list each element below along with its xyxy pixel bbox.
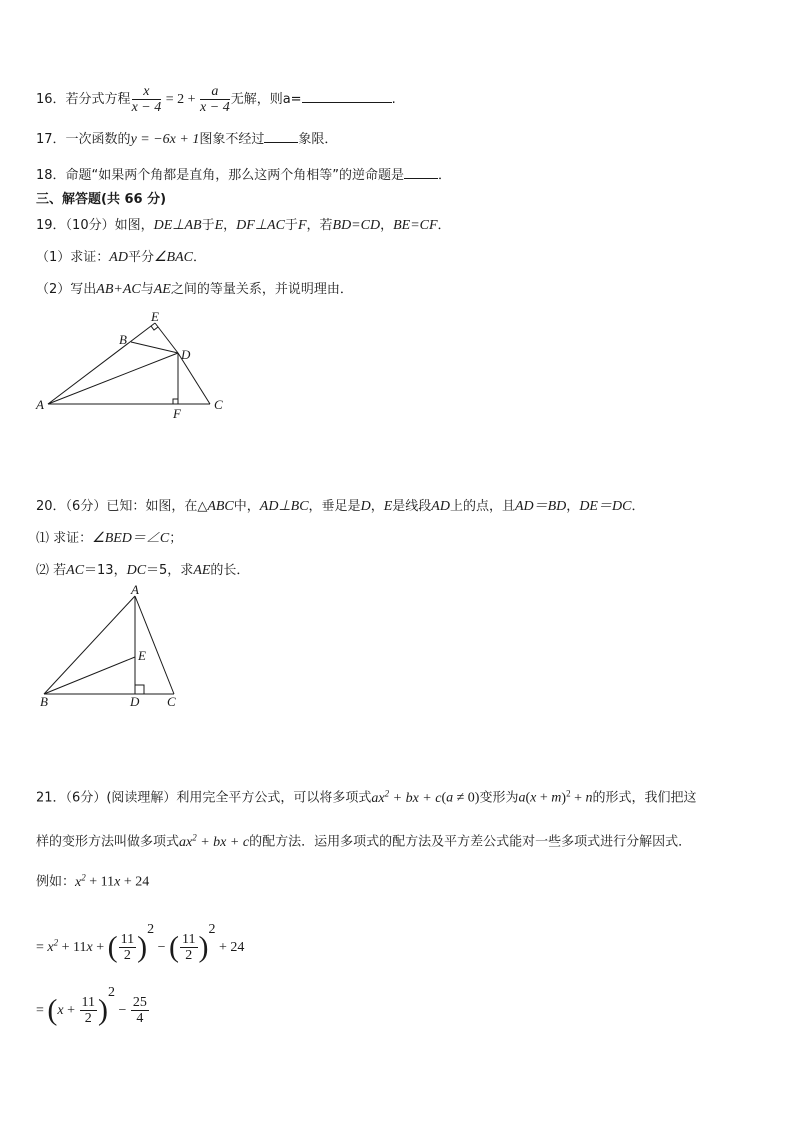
- question-number: 17．: [36, 132, 66, 147]
- section-heading: 三、解答题(共 66 分): [36, 192, 167, 207]
- label-A: A: [131, 584, 139, 597]
- question-19-part-1: （1）求证：AD平分∠BAC．: [36, 250, 206, 265]
- label-A: A: [36, 397, 44, 412]
- question-19-part-2: （2）写出AB+AC与AE之间的等量关系，并说明理由．: [36, 282, 353, 297]
- question-number: 18．: [36, 168, 66, 183]
- segment-AD: [48, 353, 178, 404]
- segment-AB: [44, 596, 135, 694]
- question-18: 18．命题“如果两个角都是直角，那么这两个角相等”的逆命题是 ．: [36, 164, 451, 187]
- question-19: 19．（10分）如图，DE⊥AB于E，DF⊥AC于F，若BD=CD，BE=CF．: [36, 218, 451, 233]
- label-D: D: [181, 347, 191, 362]
- polynomial-expression: $ax^2$ + bx + c: [371, 788, 442, 806]
- figure-19: [30, 308, 230, 423]
- question-number: 16．: [36, 92, 66, 107]
- right-angle-mark-F: [173, 399, 178, 404]
- fraction-a-over-x-4: $\frac{a}{x - 4}$: [200, 84, 230, 115]
- label-C: C: [167, 694, 176, 709]
- answer-blank[interactable]: [302, 88, 392, 103]
- answer-blank[interactable]: [404, 164, 438, 179]
- label-B: B: [40, 694, 48, 709]
- linear-equation: y = −6x + 1: [130, 132, 200, 147]
- segment-AC: [135, 596, 174, 694]
- segment-BE: [44, 657, 135, 694]
- answer-blank[interactable]: [264, 128, 298, 143]
- question-17: 17．一次函数的y = −6x + 1图象不经过 象限．: [36, 128, 337, 151]
- example-label: 例如：$x^2 + 11x + 24$: [36, 872, 150, 890]
- question-21: 21．（6分）(阅读理解）利用完全平方公式，可以将多项式$ax^2$ + bx + c(a ≠ 0)变形为$a(x + m)^2 + n$的形式，我们把这: [36, 788, 697, 806]
- vertex-form-expression: a: [518, 790, 526, 806]
- question-text-b: 无解，则: [230, 92, 283, 107]
- label-F: F: [173, 406, 181, 421]
- example-step-1: = $x^2 + 11x$ + ( $\frac{11}{2}$ )$^2$ − ( $\frac{11}{2}$ )$^2$ + 24: [36, 922, 245, 964]
- question-16: 16．若分式方程 $\frac{x}{x - 4}$ = 2 + $\frac{a}{x - 4}$ 无解，则a= .: [36, 84, 396, 115]
- answer-prefix: a=: [282, 92, 302, 107]
- label-E: E: [138, 648, 146, 663]
- example-step-2: = (x + $\frac{11}{2}$ )$^2$ − $\frac{25}{4}$: [36, 985, 147, 1027]
- question-20-part-1: ⑴ 求证：∠BED＝∠C；: [36, 531, 183, 546]
- label-C: C: [214, 397, 223, 412]
- right-angle-mark-E: [151, 326, 158, 330]
- question-21-line-2: 样的变形方法叫做多项式$ax^2$ + bx + c的配方法．运用多项式的配方法及平方差公式能对一些多项式进行分解因式．: [36, 832, 692, 850]
- question-20-part-2: ⑵ 若AC＝13，DC＝5，求AE的长．: [36, 563, 250, 578]
- fraction-x-over-x-4: $\frac{x}{x - 4}$: [131, 84, 162, 115]
- question-20: 20．（6分）已知：如图，在△ABC中，AD⊥BC，垂足是D，E是线段AD上的点，且AD＝BD，DE＝DC．: [36, 499, 645, 514]
- label-E: E: [151, 309, 159, 324]
- segment-AE: [48, 323, 155, 404]
- question-text: 若分式方程: [65, 92, 131, 107]
- right-angle-mark-D: [135, 685, 144, 694]
- label-B: B: [119, 332, 127, 347]
- figure-20: [34, 584, 194, 714]
- label-D: D: [130, 694, 140, 709]
